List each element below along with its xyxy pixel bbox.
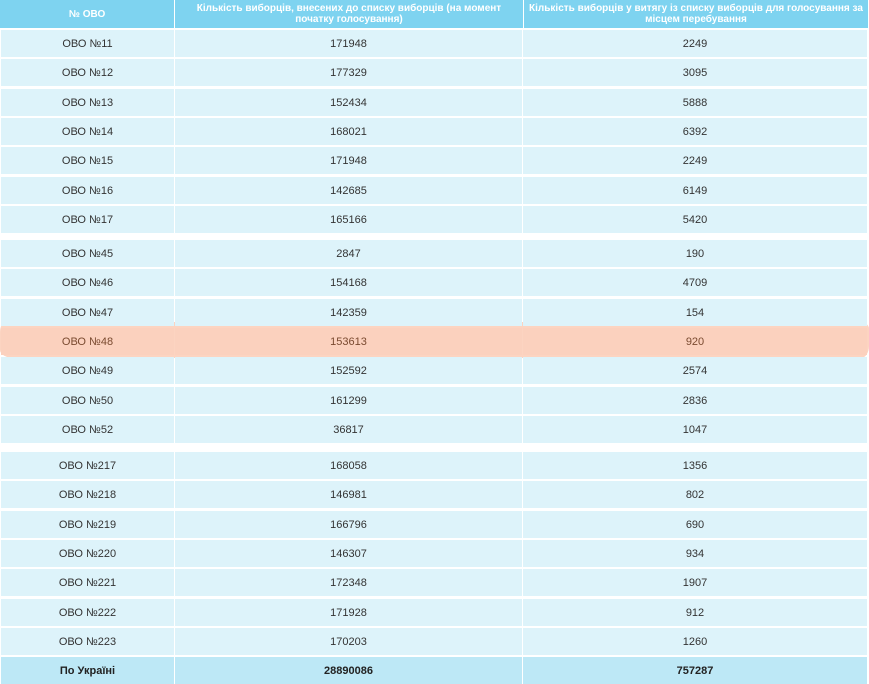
total-label: По Україні [1, 657, 174, 684]
table-row [1, 452, 867, 479]
table-row [1, 387, 867, 414]
table-header [0, 0, 869, 28]
ovo-name-cell: ОВО №222 [1, 599, 174, 626]
registered-voters-cell: 142685 [175, 177, 522, 204]
extract-voters-cell: 6392 [523, 118, 867, 145]
ovo-name-cell: ОВО №50 [1, 387, 174, 414]
table-row [1, 269, 867, 296]
registered-voters-cell: 172348 [175, 569, 522, 596]
table-row [1, 599, 867, 626]
table-row [1, 481, 867, 508]
table-row [1, 511, 867, 538]
extract-voters-cell: 6149 [523, 177, 867, 204]
extract-voters-cell: 2249 [523, 147, 867, 174]
ovo-name-cell: ОВО №17 [1, 206, 174, 233]
registered-voters-cell: 152592 [175, 357, 522, 384]
header-ovo-number: № ОВО [0, 0, 174, 28]
ovo-name-cell: ОВО №221 [1, 569, 174, 596]
extract-voters-cell: 1260 [523, 628, 867, 655]
table-row [1, 569, 867, 596]
extract-voters-cell: 934 [523, 540, 867, 567]
table-row [1, 177, 867, 204]
ovo-name-cell: ОВО №218 [1, 481, 174, 508]
registered-voters-cell: 170203 [175, 628, 522, 655]
registered-voters-cell: 161299 [175, 387, 522, 414]
registered-voters-cell: 146307 [175, 540, 522, 567]
table-row [1, 240, 867, 267]
table-row [1, 147, 867, 174]
extract-voters-cell: 802 [523, 481, 867, 508]
registered-voters-cell: 166796 [175, 511, 522, 538]
extract-voters-cell: 4709 [523, 269, 867, 296]
ovo-name-cell: ОВО №52 [1, 416, 174, 443]
table-row [1, 357, 867, 384]
ovo-name-cell: ОВО №13 [1, 89, 174, 116]
table-row [1, 89, 867, 116]
table-row [1, 328, 867, 355]
registered-voters-cell: 153613 [175, 328, 522, 355]
header-home-voting-extract: Кількість виборців у витягу із списку виборців для голосування за місцем перебування [524, 0, 868, 28]
extract-voters-cell: 2249 [523, 30, 867, 57]
extract-voters-cell: 1356 [523, 452, 867, 479]
extract-voters-cell: 1907 [523, 569, 867, 596]
extract-voters-cell: 1047 [523, 416, 867, 443]
ovo-name-cell: ОВО №47 [1, 299, 174, 326]
total-voters: 28890086 [175, 657, 522, 684]
ovo-name-cell: ОВО №217 [1, 452, 174, 479]
registered-voters-cell: 168058 [175, 452, 522, 479]
table-row [1, 628, 867, 655]
registered-voters-cell: 165166 [175, 206, 522, 233]
ovo-name-cell: ОВО №15 [1, 147, 174, 174]
extract-voters-cell: 912 [523, 599, 867, 626]
registered-voters-cell: 142359 [175, 299, 522, 326]
ovo-name-cell: ОВО №45 [1, 240, 174, 267]
ovo-name-cell: ОВО №48 [1, 328, 174, 355]
registered-voters-cell: 152434 [175, 89, 522, 116]
extract-voters-cell: 2574 [523, 357, 867, 384]
registered-voters-cell: 146981 [175, 481, 522, 508]
header-registered-voters: Кількість виборців, внесених до списку виборців (на момент початку голосування) [175, 0, 523, 28]
table-row [1, 299, 867, 326]
table-row [1, 118, 867, 145]
registered-voters-cell: 171948 [175, 147, 522, 174]
registered-voters-cell: 36817 [175, 416, 522, 443]
ovo-name-cell: ОВО №14 [1, 118, 174, 145]
extract-voters-cell: 2836 [523, 387, 867, 414]
registered-voters-cell: 2847 [175, 240, 522, 267]
table-row [1, 30, 867, 57]
registered-voters-cell: 171928 [175, 599, 522, 626]
registered-voters-cell: 168021 [175, 118, 522, 145]
total-row [1, 657, 867, 684]
registered-voters-cell: 171948 [175, 30, 522, 57]
ovo-name-cell: ОВО №220 [1, 540, 174, 567]
extract-voters-cell: 3095 [523, 59, 867, 86]
ovo-name-cell: ОВО №49 [1, 357, 174, 384]
table-row [1, 206, 867, 233]
registered-voters-cell: 177329 [175, 59, 522, 86]
extract-voters-cell: 920 [523, 328, 867, 355]
extract-voters-cell: 154 [523, 299, 867, 326]
ovo-name-cell: ОВО №12 [1, 59, 174, 86]
ovo-name-cell: ОВО №223 [1, 628, 174, 655]
table-row [1, 540, 867, 567]
table-row [1, 59, 867, 86]
extract-voters-cell: 5420 [523, 206, 867, 233]
extract-voters-cell: 5888 [523, 89, 867, 116]
ovo-name-cell: ОВО №16 [1, 177, 174, 204]
extract-voters-cell: 690 [523, 511, 867, 538]
ovo-name-cell: ОВО №11 [1, 30, 174, 57]
ovo-name-cell: ОВО №219 [1, 511, 174, 538]
extract-voters-cell: 190 [523, 240, 867, 267]
ovo-name-cell: ОВО №46 [1, 269, 174, 296]
table-row [1, 416, 867, 443]
total-extract: 757287 [523, 657, 867, 684]
registered-voters-cell: 154168 [175, 269, 522, 296]
